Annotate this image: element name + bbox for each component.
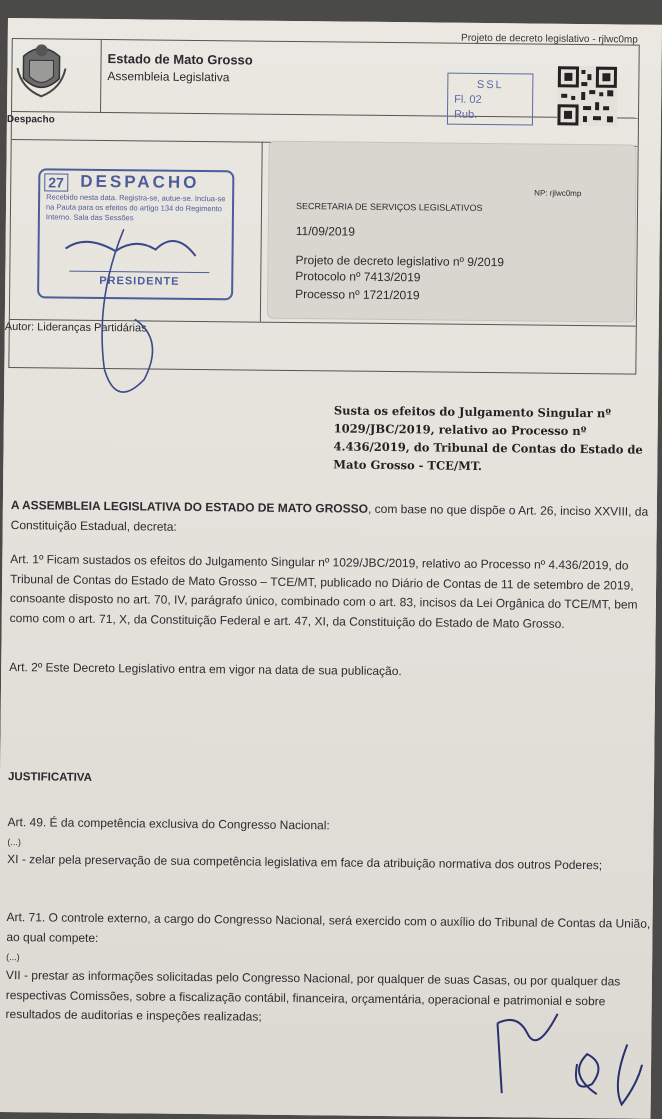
- signature-line: [69, 271, 209, 273]
- document-code: Projeto de decreto legislativo - rjlwc0mp: [461, 32, 638, 46]
- preamble: [11, 496, 661, 542]
- justificativa-paragraph: Art. 71. O controle externo, a cargo do Congresso Nacional, será exercido com o auxílio do Tribunal de Contas da União, ao qual compete:: [6, 910, 651, 945]
- protocolo-number: Protocolo nº 7413/2019: [295, 269, 421, 285]
- despacho-stamp-signatory: PRESIDENTE: [99, 274, 180, 288]
- justificativa-paragraph: VII - prestar as informações solicitadas pelo Congresso Nacional, por qualquer de suas Casas, ou por qualquer das respectivas Comissões, sobre a fiscalização contábil, financeira, orçamentária, operacional e patrimonial e sobre resultados de auditorias e inspeções realizadas;: [5, 968, 621, 1024]
- secretaria-name: SECRETARIA DE SERVIÇOS LEGISLATIVOS: [295, 201, 483, 213]
- frame-divider: [100, 40, 102, 112]
- document-page: [0, 18, 662, 1119]
- processo-number: Processo nº 1721/2019: [295, 287, 420, 303]
- despacho-stamp-text: Recebido nesta data. Registra-se, autue-se. Inclua-se na Pauta para os efeitos do artigo 134 do Regimento Interno. Sala das Sessões: [45, 192, 226, 223]
- justificativa-title: JUSTIFICATIVA: [7, 771, 93, 784]
- despacho-label: Despacho: [6, 113, 55, 126]
- frame-divider: [260, 142, 263, 322]
- justificativa-paragraph: (...): [7, 837, 21, 848]
- ssl-stamp-line: Fl. 02: [454, 93, 482, 106]
- justificativa-paragraph: Art. 49. É da competência exclusiva do Congresso Nacional:: [7, 815, 330, 833]
- despacho-stamp-number: 27: [44, 173, 68, 191]
- qr-code-icon: [557, 66, 618, 127]
- justificativa-paragraph: XI - zelar pela preservação de sua competência legislativa em face da atribuição normativa dos outros Poderes;: [7, 852, 603, 873]
- article-1: Art. 1º Ficam sustados os efeitos do Julgamento Singular nº 1029/JBC/2019, relativo ao Processo nº 4.436/2019, do Tribunal de Contas do Estado de Mato Grosso – TCE/MT, publicado no Diário de Contas de 11 de setembro de 2019, consoante disposto no art. 70, IV, parágrafo único, combinado com o art. 83, incisos da Lei Orgânica do TCE/MT, bem como com o art. 71, X, da Constituição Federal e art. 47, XI, da Constituição do Estado de Mato Grosso.: [9, 552, 638, 631]
- frame-divider: [12, 111, 638, 119]
- ssl-stamp: [447, 73, 534, 126]
- despacho-stamp: [37, 168, 234, 300]
- autor-line: Autor: Lideranças Partidárias: [4, 320, 147, 335]
- np-code: NP: rjlwc0mp: [534, 188, 582, 199]
- article-2: Art. 2º Este Decreto Legislativo entra em vigor na data de sua publicação.: [9, 660, 402, 679]
- ssl-stamp-line: Rub.: [453, 108, 478, 121]
- assembly-name: Assembleia Legislativa: [107, 69, 230, 85]
- despacho-stamp-title: DESPACHO: [80, 171, 200, 193]
- preamble-text: , com base no que dispõe o Art. 26, inciso XXVIII, da Constituição Estadual, decreta:: [10, 501, 649, 534]
- justificativa-paragraph: (...): [6, 952, 20, 963]
- preamble-bold: A ASSEMBLEIA LEGISLATIVA DO ESTADO DE MATO GROSSO: [10, 498, 369, 516]
- ementa: Susta os efeitos do Julgamento Singular nº 1029/JBC/2019, relativo ao Processo nº 4.436/2019, do Tribunal de Contas do Estado de Mato Grosso - TCE/MT.: [333, 403, 643, 473]
- protocol-date: 11/09/2019: [295, 224, 356, 239]
- state-name: Estado de Mato Grosso: [107, 51, 253, 68]
- ssl-stamp-line: SSL: [476, 78, 504, 92]
- coat-of-arms-icon: [15, 38, 68, 101]
- projeto-number: Projeto de decreto legislativo nº 9/2019: [295, 253, 505, 270]
